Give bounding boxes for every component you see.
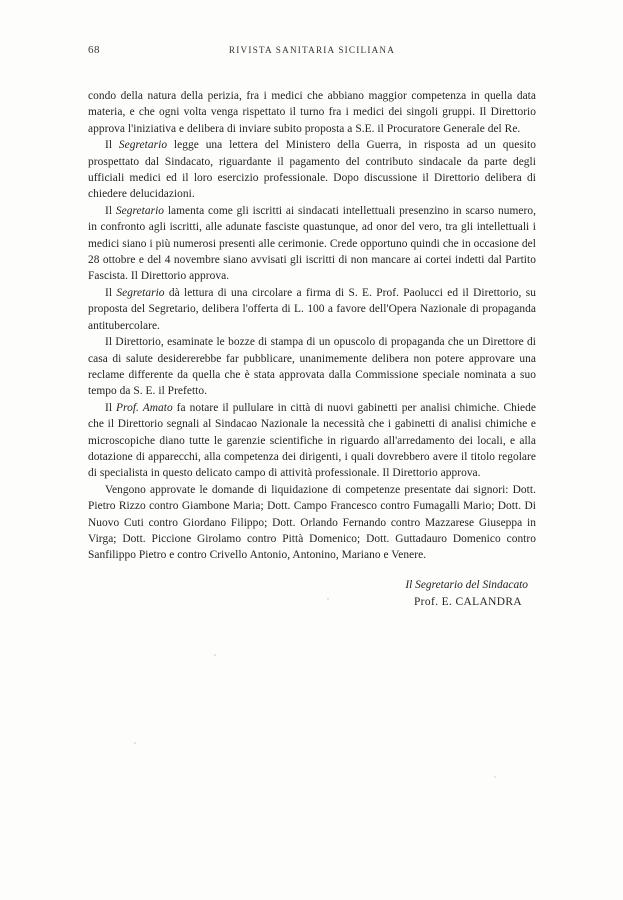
paragraph [88,88,536,137]
signature-block [88,577,536,611]
journal-title: RIVISTA SANITARIA SICILIANA [228,45,396,55]
paragraph [88,334,536,400]
signature-name: Prof. E. CALANDRA [413,595,522,608]
paper-speck [327,598,329,600]
paragraph-run: Il [105,286,117,299]
signature-role: Il Segretario del Sindacato [405,578,528,591]
paragraph-run-italic: Prof. Amato [116,401,173,414]
paper-speck [214,654,216,656]
paper-speck [494,776,496,778]
paragraph-run: Il [105,401,117,414]
paragraph-run: condo della natura della perizia, fra i medici che abbiano maggior competenza in quella data materia, e che ogni volta venga rispettato il turno fra i medici dei singoli gruppi. Il Direttorio approva l'iniziativa e delibera di inviare subito proposta a S.E. il Procuratore Generale del Re. [88,90,536,135]
paragraph-run: Il [105,139,119,152]
page-number: 68 [88,44,100,56]
paragraph-run: lamenta come gli iscritti ai sindacati intellettuali presenzino in scarso numero, in confronto agli iscritti, alle adunate fasciste quastunque, ad onor del vero, tra gli intellettuali i medici siano i più numerosi presenti alle cerimonie. Crede opportuno quindi che in occasione del 28 ottobre e del 4 novembre siano avvisati gli iscritti di non mancare ai cortei indetti dal Partito Fascista. Il Direttorio approva. [88,204,536,283]
body-text [88,88,536,564]
page-content [88,44,536,611]
running-head [88,44,536,62]
paragraph-run: dà lettura di una circolare a firma di S. E. Prof. Paolucci ed il Direttorio, su proposta del Segretario, delibera l'offerta di L. 100 a favore dell'Opera Nazionale di propaganda antitubercolare. [88,286,536,332]
paragraph-run: Vengono approvate le domande di liquidazione di competenze presentate dai signori: Dott. Pietro Rizzo contro Giambone Maria; Dott. Campo Francesco contro Fumagalli Mario; Dott. Di Nuovo Cuti contro Giordano Filippo; Dott. Orlando Fernando contro Mazzarese Giuseppa in Virga; Dott. Piccione Girolamo contro Pittà Domenico; Dott. Guttadauro Domenico contro Sanfilippo Pietro e contro Crivello Antonio, Antonino, Mariano e Venere. [88,483,536,562]
paragraph-run-italic: Segretario [115,204,165,217]
paragraph [88,482,536,564]
paragraph-run-italic: Segretario [116,286,165,299]
paragraph-run: legge una lettera del Ministero della Guerra, in risposta ad un quesito prospettato dal Sindacato, riguardante il pagamento del contributo sindacale da parte degli ufficiali medici ed il loro esercizio professionale. Dopo discussione il Direttorio delibera di chiedere delucidazioni. [88,139,536,201]
paragraph-run-italic: Segretario [118,139,168,152]
paragraph [88,203,536,285]
paper-speck [134,742,136,744]
paragraph [88,400,536,482]
paragraph-run: Il [105,204,116,217]
paragraph-run: fa notare il pullulare in città di nuovi gabinetti per analisi chimiche. Chiede che il Direttorio segnali al Sindacao Nazionale la necessità che i gabinetti di analisi chimiche e microscopiche diano tutte le garenzie scientifiche in riguardo all'arredamento dei locali, e alla dotazione di apparecchi, alla competenza dei dirigenti, i quali dovrebbero avere il titolo regolare di specialista in questo delicato campo di attività professionale. Il Direttorio approva. [88,401,537,480]
paragraph [88,285,536,334]
paragraph [88,137,536,203]
paragraph-run: Il Direttorio, esaminate le bozze di stampa di un opuscolo di propaganda che un Direttore di casa di salute desidererebbe far pubblicare, unanimemente delibera non potere approvare una reclame differente da quella che è stata approvata dalla Commissione speciale nominata a suo tempo da S. E. il Prefetto. [88,336,536,398]
